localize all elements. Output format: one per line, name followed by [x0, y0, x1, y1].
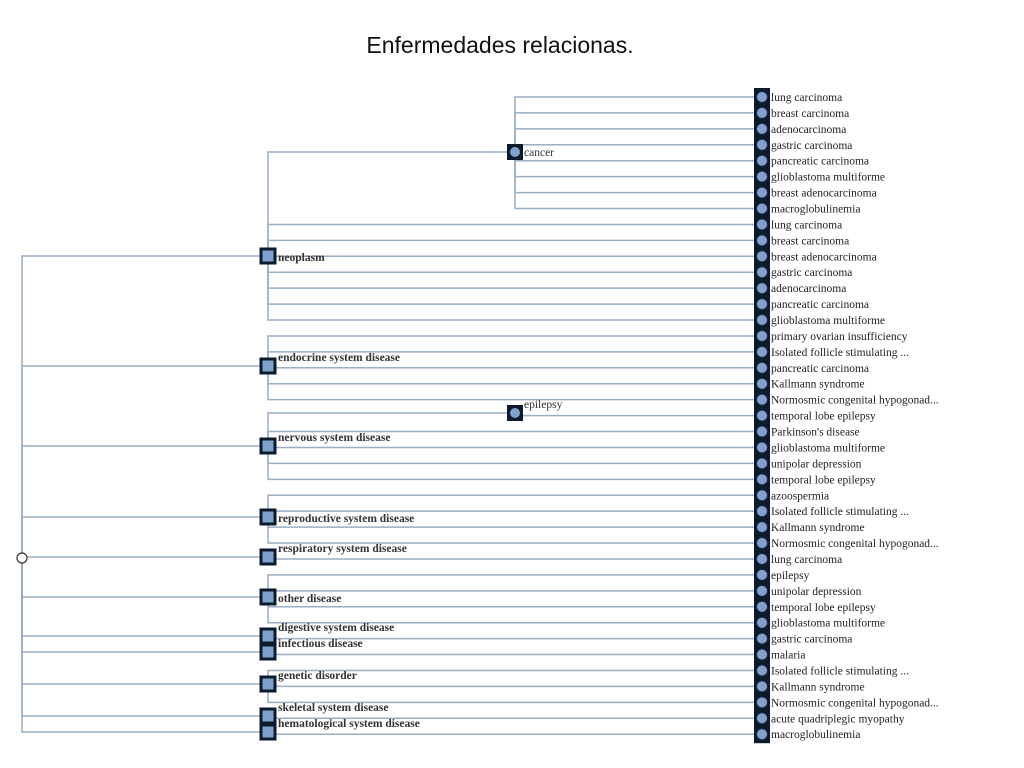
link-root-category	[22, 366, 268, 558]
leaf-node[interactable]	[757, 410, 768, 421]
leaf-label: lung carcinoma	[771, 219, 843, 232]
leaf-node[interactable]	[757, 474, 768, 485]
link-category-leaf	[268, 652, 762, 655]
diagram-title: Enfermedades relacionas.	[366, 32, 634, 58]
leaf-node[interactable]	[757, 569, 768, 580]
leaf-node[interactable]	[757, 267, 768, 278]
leaf-label: primary ovarian insufficiency	[771, 330, 908, 343]
leaf-label: gastric carcinoma	[771, 139, 853, 152]
leaf-label: glioblastoma multiforme	[771, 171, 886, 184]
leaf-label: lung carcinoma	[771, 553, 843, 566]
category-node[interactable]	[261, 645, 275, 659]
leaf-label: azoospermia	[771, 490, 830, 503]
category-node[interactable]	[261, 677, 275, 691]
leaf-label: Normosmic congenital hypogonad...	[771, 697, 939, 710]
leaf-label: Kallmann syndrome	[771, 681, 865, 694]
leaf-label: temporal lobe epilepsy	[771, 474, 876, 487]
link-root-category	[22, 517, 268, 558]
leaf-node[interactable]	[757, 458, 768, 469]
category-label: endocrine system disease	[278, 352, 401, 364]
leaf-node[interactable]	[757, 681, 768, 692]
leaf-node[interactable]	[757, 713, 768, 724]
leaf-node[interactable]	[757, 378, 768, 389]
link-root-category	[22, 557, 268, 558]
leaf-node[interactable]	[757, 442, 768, 453]
link-category-leaf	[268, 732, 762, 734]
leaf-node[interactable]	[757, 139, 768, 150]
leaf-node[interactable]	[757, 665, 768, 676]
category-label: other disease	[278, 593, 342, 605]
subgroup-label: cancer	[524, 147, 554, 159]
link-root-category	[22, 446, 268, 558]
category-label: neoplasm	[278, 252, 325, 264]
leaf-node[interactable]	[757, 633, 768, 644]
link-category-leaf	[268, 446, 762, 463]
link-category-leaf	[268, 446, 762, 447]
leaf-label: macroglobulinemia	[771, 203, 861, 216]
category-label: skeletal system disease	[278, 702, 389, 714]
leaf-node[interactable]	[757, 235, 768, 246]
leaf-label: adenocarcinoma	[771, 283, 847, 296]
leaf-label: adenocarcinoma	[771, 123, 847, 136]
leaf-label: pancreatic carcinoma	[771, 362, 870, 375]
category-label: nervous system disease	[278, 432, 391, 444]
leaf-node[interactable]	[757, 171, 768, 182]
leaf-node[interactable]	[757, 123, 768, 134]
leaf-label: macroglobulinemia	[771, 729, 861, 742]
leaf-node[interactable]	[757, 697, 768, 708]
leaf-label: malaria	[771, 649, 806, 662]
leaf-node[interactable]	[757, 107, 768, 118]
leaf-node[interactable]	[757, 506, 768, 517]
leaf-node[interactable]	[757, 346, 768, 357]
leaf-label: glioblastoma multiforme	[771, 315, 886, 328]
link-category-leaf	[268, 366, 762, 400]
link-category-leaf	[268, 575, 762, 597]
link-category-leaf	[268, 240, 762, 256]
category-label: hematological system disease	[278, 718, 420, 730]
leaf-node[interactable]	[757, 585, 768, 596]
category-node[interactable]	[261, 629, 275, 643]
category-node[interactable]	[261, 510, 275, 524]
leaf-node[interactable]	[757, 426, 768, 437]
link-category-leaf	[268, 366, 762, 368]
category-node[interactable]	[261, 439, 275, 453]
leaf-label: pancreatic carcinoma	[771, 155, 870, 168]
leaf-node[interactable]	[757, 729, 768, 740]
leaf-label: temporal lobe epilepsy	[771, 601, 876, 614]
leaf-label: gastric carcinoma	[771, 633, 853, 646]
leaf-label: Kallmann syndrome	[771, 378, 865, 391]
leaf-label: glioblastoma multiforme	[771, 442, 886, 455]
leaf-label: breast carcinoma	[771, 235, 850, 248]
link-category-leaf	[268, 366, 762, 384]
leaf-label: Isolated follicle stimulating ...	[771, 665, 909, 678]
leaf-label: pancreatic carcinoma	[771, 299, 870, 312]
leaf-node[interactable]	[757, 299, 768, 310]
link-category-leaf	[268, 256, 762, 272]
leaf-label: Kallmann syndrome	[771, 522, 865, 535]
category-label: respiratory system disease	[278, 543, 407, 555]
link-category-leaf	[268, 597, 762, 623]
leaf-label: breast adenocarcinoma	[771, 187, 877, 200]
leaf-node[interactable]	[757, 187, 768, 198]
category-node[interactable]	[261, 249, 275, 263]
category-label: reproductive system disease	[278, 513, 415, 525]
leaf-node[interactable]	[757, 155, 768, 166]
leaf-node[interactable]	[757, 283, 768, 294]
leaf-node[interactable]	[757, 649, 768, 660]
category-node[interactable]	[261, 709, 275, 723]
leaf-node[interactable]	[757, 553, 768, 564]
leaf-label: Isolated follicle stimulating ...	[771, 506, 909, 519]
category-label: genetic disorder	[278, 670, 357, 682]
leaf-label: acute quadriplegic myopathy	[771, 713, 905, 726]
subgroup-node-dot	[510, 408, 520, 418]
link-category-leaf	[268, 256, 762, 304]
leaf-node[interactable]	[757, 362, 768, 373]
leaf-node[interactable]	[757, 219, 768, 230]
link-subgroup-leaf	[515, 97, 762, 152]
leaf-label: lung carcinoma	[771, 92, 843, 104]
leaf-node[interactable]	[757, 394, 768, 405]
leaf-node[interactable]	[757, 538, 768, 549]
leaf-label: breast carcinoma	[771, 107, 850, 120]
category-node[interactable]	[261, 359, 275, 373]
category-node[interactable]	[261, 725, 275, 739]
leaf-label: Normosmic congenital hypogonad...	[771, 394, 939, 407]
leaf-node[interactable]	[757, 92, 768, 103]
leaf-label: Parkinson's disease	[771, 426, 860, 439]
category-label: infectious disease	[278, 638, 363, 650]
subgroup-label: epilepsy	[524, 399, 563, 411]
leaf-label: Isolated follicle stimulating ...	[771, 346, 909, 359]
leaf-label: glioblastoma multiforme	[771, 617, 886, 630]
root-node[interactable]	[17, 553, 27, 563]
leaf-label: unipolar depression	[771, 458, 862, 471]
category-label: digestive system disease	[278, 622, 395, 634]
link-root-category	[22, 558, 268, 652]
leaf-node[interactable]	[757, 315, 768, 326]
leaf-label: temporal lobe epilepsy	[771, 410, 876, 423]
link-subgroup-leaf	[515, 413, 762, 416]
link-root-category	[22, 558, 268, 597]
leaf-node[interactable]	[757, 251, 768, 262]
leaf-node[interactable]	[757, 522, 768, 533]
leaf-label: breast adenocarcinoma	[771, 251, 877, 264]
link-root-category	[22, 256, 268, 558]
leaf-node[interactable]	[757, 490, 768, 501]
link-root-category	[22, 558, 268, 716]
link-category-leaf	[268, 684, 762, 686]
leaf-label: gastric carcinoma	[771, 267, 853, 280]
link-root-category	[22, 558, 268, 684]
link-category-leaf	[268, 557, 762, 559]
category-node[interactable]	[261, 590, 275, 604]
leaf-node[interactable]	[757, 601, 768, 612]
link-root-category	[22, 558, 268, 732]
category-node[interactable]	[261, 550, 275, 564]
leaf-node[interactable]	[757, 617, 768, 628]
leaf-label: epilepsy	[771, 569, 810, 582]
leaf-label: Normosmic congenital hypogonad...	[771, 538, 939, 551]
subgroup-node-dot	[510, 147, 520, 157]
leaf-node[interactable]	[757, 330, 768, 341]
link-category-leaf	[268, 597, 762, 607]
leaf-label: unipolar depression	[771, 585, 862, 598]
link-category-leaf	[268, 591, 762, 597]
leaf-node[interactable]	[757, 203, 768, 214]
